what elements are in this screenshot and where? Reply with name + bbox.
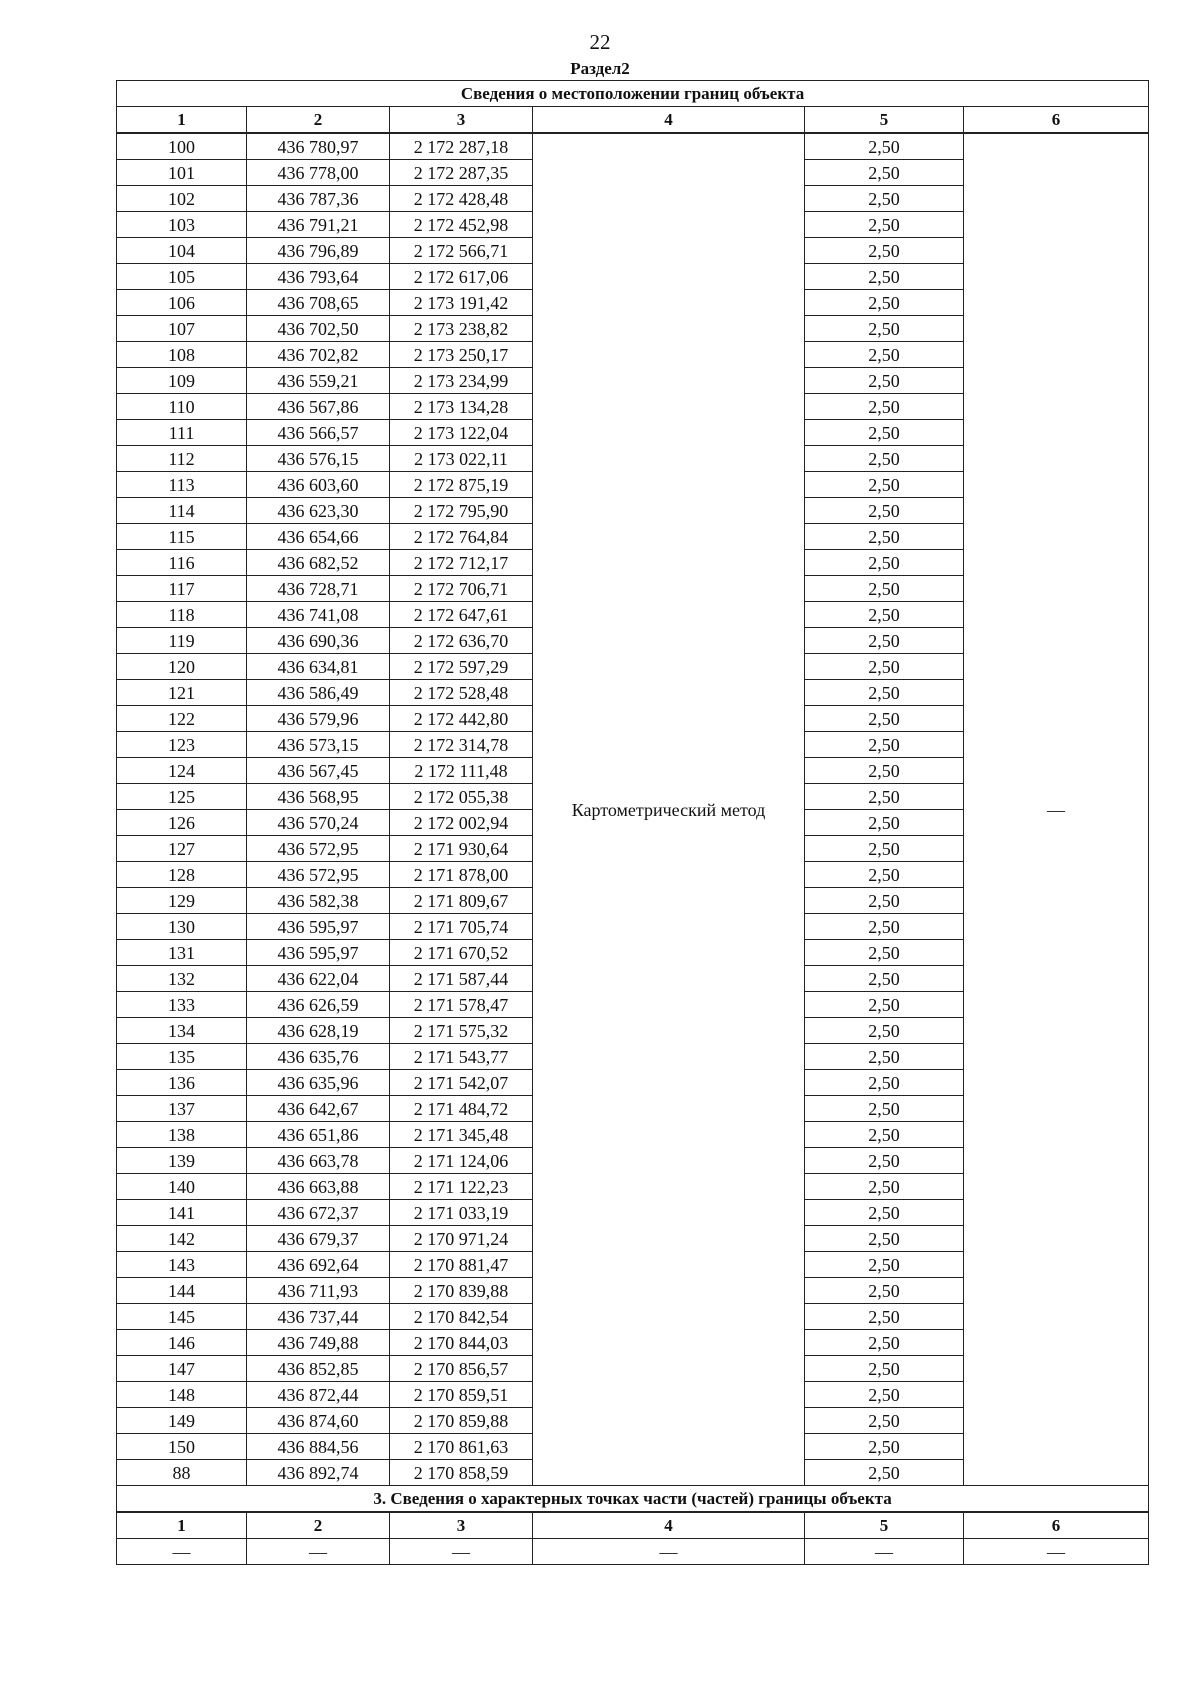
point-number: 113 bbox=[117, 472, 247, 498]
column-number: 6 bbox=[964, 107, 1149, 134]
accuracy: 2,50 bbox=[805, 1408, 964, 1434]
coordinate-x: 436 702,82 bbox=[247, 342, 390, 368]
coordinate-y: 2 173 134,28 bbox=[390, 394, 533, 420]
coordinate-x: 436 778,00 bbox=[247, 160, 390, 186]
point-number: 119 bbox=[117, 628, 247, 654]
column-number: 3 bbox=[390, 1512, 533, 1539]
method-cell: Картометрический метод bbox=[533, 133, 805, 1486]
coordinate-y: 2 171 670,52 bbox=[390, 940, 533, 966]
point-number: 117 bbox=[117, 576, 247, 602]
coordinate-x: 436 603,60 bbox=[247, 472, 390, 498]
coordinate-x: 436 780,97 bbox=[247, 133, 390, 160]
accuracy: 2,50 bbox=[805, 628, 964, 654]
point-number: 109 bbox=[117, 368, 247, 394]
coordinate-y: 2 172 428,48 bbox=[390, 186, 533, 212]
accuracy: 2,50 bbox=[805, 342, 964, 368]
accuracy: 2,50 bbox=[805, 706, 964, 732]
column-number: 6 bbox=[964, 1512, 1149, 1539]
point-number: 120 bbox=[117, 654, 247, 680]
coordinate-y: 2 172 566,71 bbox=[390, 238, 533, 264]
coordinate-x: 436 579,96 bbox=[247, 706, 390, 732]
coordinate-y: 2 171 484,72 bbox=[390, 1096, 533, 1122]
point-number: 102 bbox=[117, 186, 247, 212]
column-number: 2 bbox=[247, 1512, 390, 1539]
accuracy: 2,50 bbox=[805, 1434, 964, 1460]
accuracy: 2,50 bbox=[805, 1174, 964, 1200]
coordinate-x: 436 634,81 bbox=[247, 654, 390, 680]
point-number: 124 bbox=[117, 758, 247, 784]
coordinate-y: 2 171 122,23 bbox=[390, 1174, 533, 1200]
coordinate-x: 436 586,49 bbox=[247, 680, 390, 706]
coordinate-y: 2 173 122,04 bbox=[390, 420, 533, 446]
coordinate-x: 436 623,30 bbox=[247, 498, 390, 524]
coordinate-x: 436 568,95 bbox=[247, 784, 390, 810]
coordinate-y: 2 170 861,63 bbox=[390, 1434, 533, 1460]
coordinate-y: 2 170 856,57 bbox=[390, 1356, 533, 1382]
coordinate-y: 2 171 809,67 bbox=[390, 888, 533, 914]
coordinate-y: 2 173 234,99 bbox=[390, 368, 533, 394]
point-number: 108 bbox=[117, 342, 247, 368]
coordinate-y: 2 172 314,78 bbox=[390, 732, 533, 758]
coordinate-y: 2 171 575,32 bbox=[390, 1018, 533, 1044]
coordinate-x: 436 672,37 bbox=[247, 1200, 390, 1226]
accuracy: 2,50 bbox=[805, 1382, 964, 1408]
point-number: 135 bbox=[117, 1044, 247, 1070]
section3-title: 3. Сведения о характерных точках части (частей) границы объекта bbox=[117, 1486, 1149, 1513]
coordinate-x: 436 635,96 bbox=[247, 1070, 390, 1096]
coordinate-x: 436 628,19 bbox=[247, 1018, 390, 1044]
coordinate-y: 2 173 250,17 bbox=[390, 342, 533, 368]
point-number: 138 bbox=[117, 1122, 247, 1148]
coordinate-x: 436 679,37 bbox=[247, 1226, 390, 1252]
accuracy: 2,50 bbox=[805, 1226, 964, 1252]
coordinate-y: 2 172 528,48 bbox=[390, 680, 533, 706]
point-number: 130 bbox=[117, 914, 247, 940]
coordinate-y: 2 170 842,54 bbox=[390, 1304, 533, 1330]
coordinate-x: 436 690,36 bbox=[247, 628, 390, 654]
column-number: 4 bbox=[533, 1512, 805, 1539]
accuracy: 2,50 bbox=[805, 966, 964, 992]
empty-cell: — bbox=[247, 1539, 390, 1565]
coordinate-y: 2 172 055,38 bbox=[390, 784, 533, 810]
coordinate-y: 2 171 587,44 bbox=[390, 966, 533, 992]
coordinate-x: 436 874,60 bbox=[247, 1408, 390, 1434]
coordinate-x: 436 635,76 bbox=[247, 1044, 390, 1070]
coordinate-x: 436 892,74 bbox=[247, 1460, 390, 1486]
point-number: 110 bbox=[117, 394, 247, 420]
accuracy: 2,50 bbox=[805, 550, 964, 576]
coordinate-y: 2 172 287,18 bbox=[390, 133, 533, 160]
coordinate-x: 436 728,71 bbox=[247, 576, 390, 602]
coordinate-y: 2 172 617,06 bbox=[390, 264, 533, 290]
coordinate-x: 436 749,88 bbox=[247, 1330, 390, 1356]
coordinate-x: 436 567,86 bbox=[247, 394, 390, 420]
column-number: 5 bbox=[805, 1512, 964, 1539]
empty-cell: — bbox=[533, 1539, 805, 1565]
point-number: 107 bbox=[117, 316, 247, 342]
point-number: 145 bbox=[117, 1304, 247, 1330]
page-number: 22 bbox=[589, 30, 611, 54]
coordinate-y: 2 173 238,82 bbox=[390, 316, 533, 342]
table-row bbox=[117, 133, 1149, 160]
accuracy: 2,50 bbox=[805, 1122, 964, 1148]
point-number: 150 bbox=[117, 1434, 247, 1460]
accuracy: 2,50 bbox=[805, 888, 964, 914]
point-number: 114 bbox=[117, 498, 247, 524]
coordinate-y: 2 171 878,00 bbox=[390, 862, 533, 888]
coordinate-y: 2 173 191,42 bbox=[390, 290, 533, 316]
column-number-row bbox=[117, 107, 1149, 134]
point-number: 106 bbox=[117, 290, 247, 316]
point-number: 100 bbox=[117, 133, 247, 160]
coordinate-y: 2 172 452,98 bbox=[390, 212, 533, 238]
accuracy: 2,50 bbox=[805, 836, 964, 862]
point-number: 140 bbox=[117, 1174, 247, 1200]
empty-cell: — bbox=[390, 1539, 533, 1565]
coordinate-x: 436 651,86 bbox=[247, 1122, 390, 1148]
accuracy: 2,50 bbox=[805, 1018, 964, 1044]
accuracy: 2,50 bbox=[805, 992, 964, 1018]
coordinate-y: 2 171 705,74 bbox=[390, 914, 533, 940]
coordinate-x: 436 711,93 bbox=[247, 1278, 390, 1304]
coordinate-x: 436 872,44 bbox=[247, 1382, 390, 1408]
accuracy: 2,50 bbox=[805, 1278, 964, 1304]
accuracy: 2,50 bbox=[805, 290, 964, 316]
point-number: 105 bbox=[117, 264, 247, 290]
accuracy: 2,50 bbox=[805, 940, 964, 966]
coordinate-x: 436 570,24 bbox=[247, 810, 390, 836]
accuracy: 2,50 bbox=[805, 784, 964, 810]
column-number: 1 bbox=[117, 107, 247, 134]
accuracy: 2,50 bbox=[805, 810, 964, 836]
accuracy: 2,50 bbox=[805, 1330, 964, 1356]
coordinate-y: 2 172 442,80 bbox=[390, 706, 533, 732]
point-number: 127 bbox=[117, 836, 247, 862]
coordinate-x: 436 567,45 bbox=[247, 758, 390, 784]
point-number: 122 bbox=[117, 706, 247, 732]
empty-cell: — bbox=[117, 1539, 247, 1565]
point-number: 121 bbox=[117, 680, 247, 706]
point-number: 144 bbox=[117, 1278, 247, 1304]
point-number: 128 bbox=[117, 862, 247, 888]
coordinate-x: 436 654,66 bbox=[247, 524, 390, 550]
section3-column-number-row bbox=[117, 1512, 1149, 1539]
boundary-table bbox=[116, 80, 1149, 1565]
accuracy: 2,50 bbox=[805, 758, 964, 784]
accuracy: 2,50 bbox=[805, 654, 964, 680]
accuracy: 2,50 bbox=[805, 212, 964, 238]
coordinate-y: 2 171 124,06 bbox=[390, 1148, 533, 1174]
accuracy: 2,50 bbox=[805, 160, 964, 186]
point-number: 147 bbox=[117, 1356, 247, 1382]
coordinate-y: 2 171 543,77 bbox=[390, 1044, 533, 1070]
accuracy: 2,50 bbox=[805, 1304, 964, 1330]
accuracy: 2,50 bbox=[805, 472, 964, 498]
accuracy: 2,50 bbox=[805, 680, 964, 706]
coordinate-x: 436 559,21 bbox=[247, 368, 390, 394]
coordinate-y: 2 170 859,88 bbox=[390, 1408, 533, 1434]
coordinate-y: 2 172 764,84 bbox=[390, 524, 533, 550]
point-number: 136 bbox=[117, 1070, 247, 1096]
point-number: 148 bbox=[117, 1382, 247, 1408]
coordinate-x: 436 787,36 bbox=[247, 186, 390, 212]
column-number: 2 bbox=[247, 107, 390, 134]
point-number: 132 bbox=[117, 966, 247, 992]
accuracy: 2,50 bbox=[805, 1044, 964, 1070]
point-number: 103 bbox=[117, 212, 247, 238]
coordinate-y: 2 170 839,88 bbox=[390, 1278, 533, 1304]
accuracy: 2,50 bbox=[805, 1070, 964, 1096]
accuracy: 2,50 bbox=[805, 238, 964, 264]
accuracy: 2,50 bbox=[805, 1356, 964, 1382]
point-number: 101 bbox=[117, 160, 247, 186]
coordinate-x: 436 663,88 bbox=[247, 1174, 390, 1200]
point-number: 146 bbox=[117, 1330, 247, 1356]
coordinate-x: 436 573,15 bbox=[247, 732, 390, 758]
coordinate-x: 436 737,44 bbox=[247, 1304, 390, 1330]
empty-cell: — bbox=[805, 1539, 964, 1565]
coordinate-y: 2 171 345,48 bbox=[390, 1122, 533, 1148]
coordinate-y: 2 170 858,59 bbox=[390, 1460, 533, 1486]
point-number: 137 bbox=[117, 1096, 247, 1122]
point-number: 104 bbox=[117, 238, 247, 264]
point-number: 123 bbox=[117, 732, 247, 758]
accuracy: 2,50 bbox=[805, 862, 964, 888]
coordinate-y: 2 170 844,03 bbox=[390, 1330, 533, 1356]
point-number: 129 bbox=[117, 888, 247, 914]
empty-cell: — bbox=[964, 1539, 1149, 1565]
coordinate-y: 2 173 022,11 bbox=[390, 446, 533, 472]
accuracy: 2,50 bbox=[805, 576, 964, 602]
accuracy: 2,50 bbox=[805, 186, 964, 212]
coordinate-y: 2 172 002,94 bbox=[390, 810, 533, 836]
coordinate-x: 436 793,64 bbox=[247, 264, 390, 290]
coordinate-x: 436 708,65 bbox=[247, 290, 390, 316]
coordinate-x: 436 595,97 bbox=[247, 914, 390, 940]
coordinate-y: 2 172 111,48 bbox=[390, 758, 533, 784]
point-number: 126 bbox=[117, 810, 247, 836]
coordinate-x: 436 622,04 bbox=[247, 966, 390, 992]
point-number: 149 bbox=[117, 1408, 247, 1434]
accuracy: 2,50 bbox=[805, 368, 964, 394]
point-number: 111 bbox=[117, 420, 247, 446]
accuracy: 2,50 bbox=[805, 1460, 964, 1486]
coordinate-x: 436 741,08 bbox=[247, 602, 390, 628]
coordinate-x: 436 663,78 bbox=[247, 1148, 390, 1174]
section3-title-row bbox=[117, 1486, 1149, 1513]
accuracy: 2,50 bbox=[805, 133, 964, 160]
accuracy: 2,50 bbox=[805, 446, 964, 472]
coordinate-y: 2 172 647,61 bbox=[390, 602, 533, 628]
coordinate-x: 436 582,38 bbox=[247, 888, 390, 914]
coordinate-y: 2 172 795,90 bbox=[390, 498, 533, 524]
point-number: 141 bbox=[117, 1200, 247, 1226]
coordinate-x: 436 572,95 bbox=[247, 836, 390, 862]
coordinate-x: 436 566,57 bbox=[247, 420, 390, 446]
coordinate-y: 2 172 287,35 bbox=[390, 160, 533, 186]
accuracy: 2,50 bbox=[805, 1096, 964, 1122]
coordinate-y: 2 172 875,19 bbox=[390, 472, 533, 498]
point-number: 133 bbox=[117, 992, 247, 1018]
accuracy: 2,50 bbox=[805, 1148, 964, 1174]
point-number: 112 bbox=[117, 446, 247, 472]
column6-cell: — bbox=[964, 133, 1149, 1486]
accuracy: 2,50 bbox=[805, 602, 964, 628]
coordinate-x: 436 702,50 bbox=[247, 316, 390, 342]
coordinate-y: 2 171 578,47 bbox=[390, 992, 533, 1018]
accuracy: 2,50 bbox=[805, 498, 964, 524]
coordinate-y: 2 170 881,47 bbox=[390, 1252, 533, 1278]
point-number: 88 bbox=[117, 1460, 247, 1486]
accuracy: 2,50 bbox=[805, 914, 964, 940]
coordinate-x: 436 572,95 bbox=[247, 862, 390, 888]
accuracy: 2,50 bbox=[805, 732, 964, 758]
column-number: 3 bbox=[390, 107, 533, 134]
coordinate-y: 2 170 859,51 bbox=[390, 1382, 533, 1408]
accuracy: 2,50 bbox=[805, 1200, 964, 1226]
coordinate-y: 2 171 542,07 bbox=[390, 1070, 533, 1096]
point-number: 143 bbox=[117, 1252, 247, 1278]
coordinate-y: 2 172 636,70 bbox=[390, 628, 533, 654]
coordinate-y: 2 172 706,71 bbox=[390, 576, 533, 602]
point-number: 118 bbox=[117, 602, 247, 628]
coordinate-y: 2 171 930,64 bbox=[390, 836, 533, 862]
section-label: Раздел2 bbox=[570, 59, 630, 78]
coordinate-y: 2 172 712,17 bbox=[390, 550, 533, 576]
coordinate-x: 436 595,97 bbox=[247, 940, 390, 966]
coordinate-x: 436 642,67 bbox=[247, 1096, 390, 1122]
coordinate-x: 436 884,56 bbox=[247, 1434, 390, 1460]
coordinate-x: 436 692,64 bbox=[247, 1252, 390, 1278]
coordinate-x: 436 576,15 bbox=[247, 446, 390, 472]
coordinate-x: 436 796,89 bbox=[247, 238, 390, 264]
point-number: 125 bbox=[117, 784, 247, 810]
accuracy: 2,50 bbox=[805, 316, 964, 342]
coordinate-x: 436 791,21 bbox=[247, 212, 390, 238]
table-title: Сведения о местоположении границ объекта bbox=[117, 81, 1149, 107]
coordinate-x: 436 626,59 bbox=[247, 992, 390, 1018]
point-number: 134 bbox=[117, 1018, 247, 1044]
column-number: 5 bbox=[805, 107, 964, 134]
point-number: 131 bbox=[117, 940, 247, 966]
coordinate-y: 2 172 597,29 bbox=[390, 654, 533, 680]
coordinate-x: 436 682,52 bbox=[247, 550, 390, 576]
coordinate-y: 2 170 971,24 bbox=[390, 1226, 533, 1252]
point-number: 142 bbox=[117, 1226, 247, 1252]
accuracy: 2,50 bbox=[805, 264, 964, 290]
section3-empty-row bbox=[117, 1539, 1149, 1565]
point-number: 115 bbox=[117, 524, 247, 550]
point-number: 116 bbox=[117, 550, 247, 576]
accuracy: 2,50 bbox=[805, 420, 964, 446]
coordinate-y: 2 171 033,19 bbox=[390, 1200, 533, 1226]
coordinate-x: 436 852,85 bbox=[247, 1356, 390, 1382]
accuracy: 2,50 bbox=[805, 1252, 964, 1278]
accuracy: 2,50 bbox=[805, 394, 964, 420]
point-number: 139 bbox=[117, 1148, 247, 1174]
accuracy: 2,50 bbox=[805, 524, 964, 550]
column-number: 4 bbox=[533, 107, 805, 134]
column-number: 1 bbox=[117, 1512, 247, 1539]
